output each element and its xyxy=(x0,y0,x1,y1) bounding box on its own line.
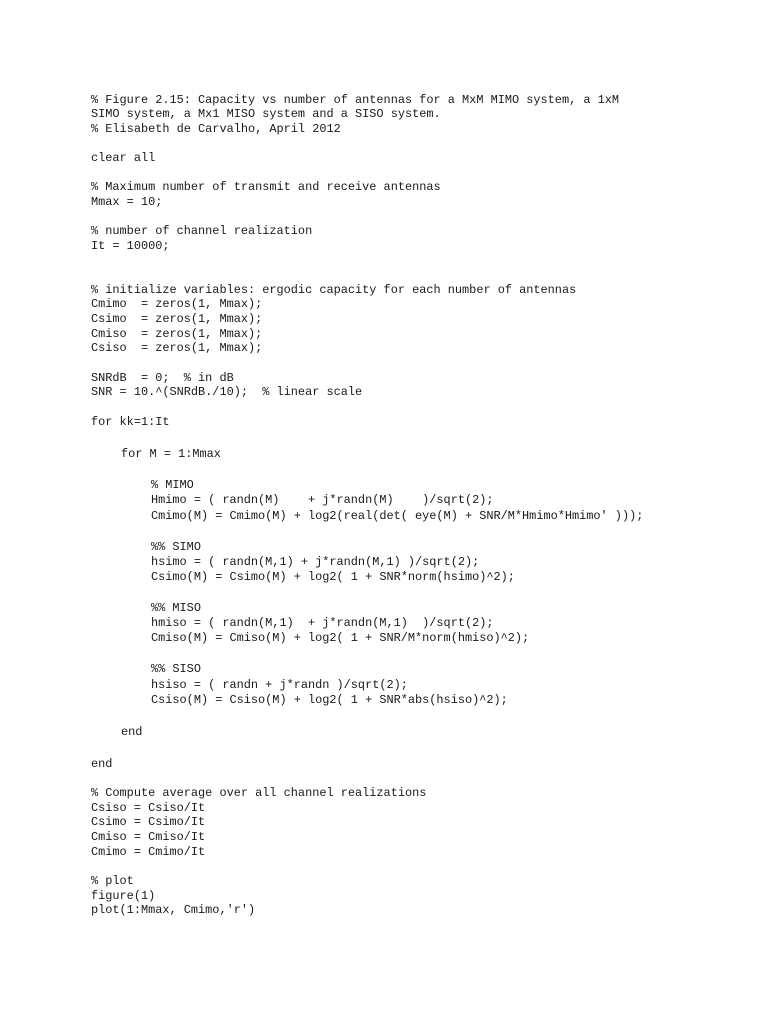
code-csimo-update: Csimo(M) = Csimo(M) + log2( 1 + SNR*norm(hsimo)^2); xyxy=(151,570,515,584)
code-snrdb: SNRdB = 0; % in dB xyxy=(91,371,234,385)
code-for-m: for M = 1:Mmax xyxy=(121,447,221,461)
code-cmimo-init: Cmimo = zeros(1, Mmax); xyxy=(91,297,263,311)
code-cmimo-average: Cmimo = Cmimo/It xyxy=(91,845,206,859)
code-csiso-average: Csiso = Csiso/It xyxy=(91,801,206,815)
code-it: It = 10000; xyxy=(91,239,170,253)
comment-compute-average: % Compute average over all channel realizations xyxy=(91,786,427,800)
comment-initialize: % initialize variables: ergodic capacity for each number of antennas xyxy=(91,283,577,297)
comment-author: % Elisabeth de Carvalho, April 2012 xyxy=(91,122,341,136)
comment-figure-title-line2: SIMO system, a Mx1 MISO system and a SISO system. xyxy=(91,107,441,121)
code-figure: figure(1) xyxy=(91,889,156,903)
code-plot: plot(1:Mmax, Cmimo,'r') xyxy=(91,903,256,917)
code-hsimo: hsimo = ( randn(M,1) + j*randn(M,1) )/sqrt(2); xyxy=(151,555,480,569)
code-cmimo-update: Cmimo(M) = Cmimo(M) + log2(real(det( eye(M) + SNR/M*Hmimo*Hmimo' ))); xyxy=(151,509,644,523)
code-csimo-average: Csimo = Csimo/It xyxy=(91,815,206,829)
comment-channel-realization: % number of channel realization xyxy=(91,224,313,238)
comment-plot: % plot xyxy=(91,874,134,888)
code-hsiso: hsiso = ( randn + j*randn )/sqrt(2); xyxy=(151,678,408,692)
matlab-code-listing xyxy=(91,0,751,917)
code-cmiso-update: Cmiso(M) = Cmiso(M) + log2( 1 + SNR/M*norm(hmiso)^2); xyxy=(151,631,530,645)
code-cmiso-init: Cmiso = zeros(1, Mmax); xyxy=(91,327,263,341)
comment-siso: %% SISO xyxy=(151,662,201,676)
code-csiso-update: Csiso(M) = Csiso(M) + log2( 1 + SNR*abs(hsiso)^2); xyxy=(151,693,508,707)
comment-mimo: % MIMO xyxy=(151,478,194,492)
code-csiso-init: Csiso = zeros(1, Mmax); xyxy=(91,341,263,355)
comment-max-antennas: % Maximum number of transmit and receive antennas xyxy=(91,180,441,194)
code-csimo-init: Csimo = zeros(1, Mmax); xyxy=(91,312,263,326)
code-clear-all: clear all xyxy=(91,151,156,165)
code-end-outer: end xyxy=(91,757,113,771)
code-hmiso: hmiso = ( randn(M,1) + j*randn(M,1) )/sqrt(2); xyxy=(151,616,494,630)
comment-simo: %% SIMO xyxy=(151,540,201,554)
code-snr: SNR = 10.^(SNRdB./10); % linear scale xyxy=(91,385,363,399)
code-cmiso-average: Cmiso = Cmiso/It xyxy=(91,830,206,844)
code-hmimo: Hmimo = ( randn(M) + j*randn(M) )/sqrt(2); xyxy=(151,493,494,507)
code-for-kk: for kk=1:It xyxy=(91,415,170,429)
comment-miso: %% MISO xyxy=(151,601,201,615)
comment-figure-title-line1: % Figure 2.15: Capacity vs number of antennas for a MxM MIMO system, a 1xM xyxy=(91,93,620,107)
code-mmax: Mmax = 10; xyxy=(91,195,163,209)
code-end-inner: end xyxy=(121,725,143,739)
